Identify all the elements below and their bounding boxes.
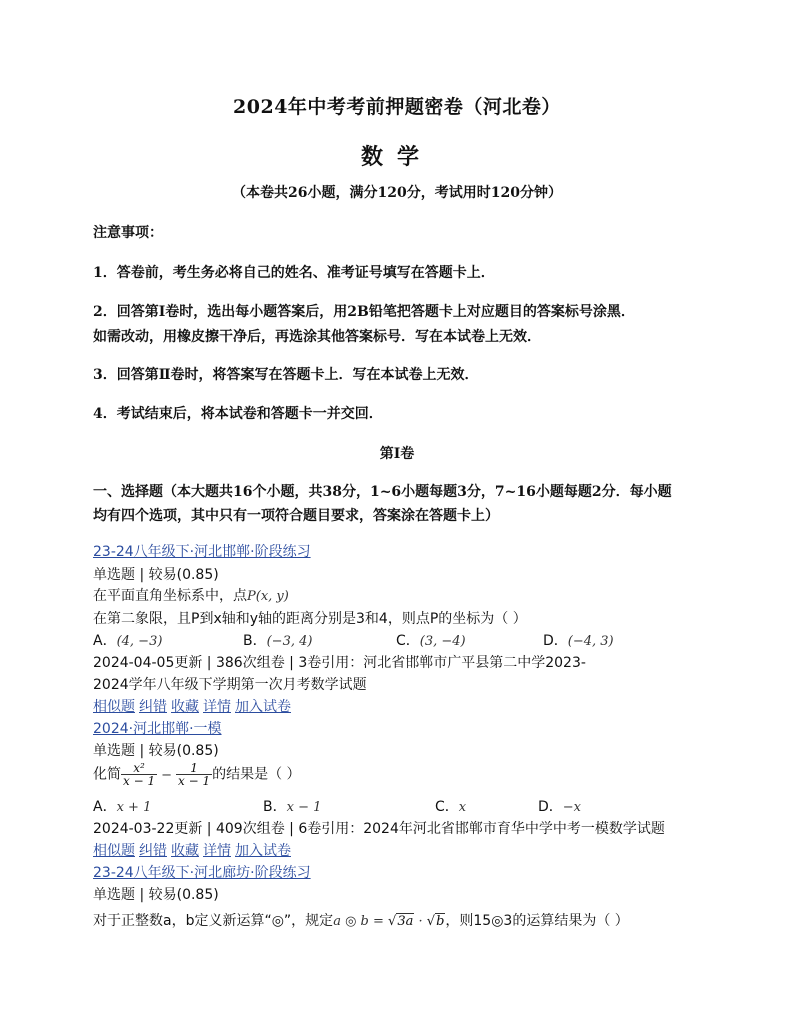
- sqrt-b-radicand: b: [436, 914, 445, 929]
- question-1-stem-line2: 在第二象限，且P到x轴和y轴的距离分别是3和4，则点P的坐标为（ ）: [93, 611, 527, 627]
- option-value: x + 1: [116, 800, 152, 815]
- option-value: (−4, 3): [567, 634, 614, 649]
- option-value: (4, −3): [116, 634, 163, 649]
- option-label: D．: [538, 799, 563, 815]
- question-3-stem-text: 对于正整数a，b定义新运算“◎”，规定: [93, 913, 334, 929]
- question-2-option-a: [93, 796, 151, 816]
- question-1-source-link[interactable]: 23-24八年级下·河北邯郸·阶段练习: [93, 544, 311, 560]
- question-3-source-link[interactable]: 23-24八年级下·河北廊坊·阶段练习: [93, 865, 311, 881]
- question-1-actions: [93, 696, 295, 716]
- option-value: (−3, 4): [266, 634, 313, 649]
- question-2-stem-suffix: 的结果是（ ）: [212, 766, 301, 783]
- notes-heading: 注意事项：: [93, 225, 163, 241]
- sqrt-b: √b: [426, 914, 445, 929]
- similar-link[interactable]: 相似题: [93, 699, 135, 715]
- sqrt-3a-radicand: 3a: [397, 914, 414, 929]
- report-error-link[interactable]: 纠错: [139, 699, 167, 715]
- option-label: C．: [396, 633, 420, 649]
- add-to-paper-link[interactable]: 加入试卷: [235, 843, 291, 859]
- similar-link[interactable]: 相似题: [93, 843, 135, 859]
- question-2-source-link[interactable]: 2024·河北邯郸·一模: [93, 721, 222, 737]
- part-title-line1: 一、选择题（本大题共16个小题，共38分，1~6小题每题3分，7~16小题每题2分．每小题: [93, 484, 672, 500]
- page-title: 2024年中考考前押题密卷（河北卷）: [233, 96, 561, 118]
- question-2-option-b: [263, 796, 321, 816]
- question-1-info-line1: 2024-04-05更新 | 386次组卷 | 3卷引用：河北省邯郸市广平县第二中学2023-: [93, 655, 586, 671]
- option-value: −x: [562, 800, 582, 815]
- favorite-link[interactable]: 收藏: [171, 699, 199, 715]
- note-item-2-cont: 如需改动，用橡皮擦干净后，再选涂其他答案标号．写在本试卷上无效．: [93, 329, 541, 345]
- question-3-source[interactable]: [93, 862, 311, 882]
- section-title: 第Ⅰ卷: [379, 446, 415, 462]
- option-label: B．: [263, 799, 287, 815]
- report-error-link[interactable]: 纠错: [139, 843, 167, 859]
- fraction-2: [176, 762, 212, 787]
- option-value: x − 1: [286, 800, 322, 815]
- question-1-point-math: P(x, y): [247, 589, 289, 604]
- question-3-stem-end: ，则15◎3的运算结果为（ ）: [445, 913, 629, 929]
- option-label: A．: [93, 799, 117, 815]
- details-link[interactable]: 详情: [203, 699, 231, 715]
- question-2-stem: [93, 762, 301, 787]
- fraction-1-numerator: x²: [121, 762, 157, 775]
- add-to-paper-link[interactable]: 加入试卷: [235, 699, 291, 715]
- note-item-3: 3．回答第Ⅱ卷时，将答案写在答题卡上．写在本试卷上无效．: [93, 367, 479, 383]
- option-label: D．: [543, 633, 568, 649]
- fraction-1-denominator: x − 1: [123, 774, 156, 788]
- question-3-type: 单选题 | 较易(0.85): [93, 887, 219, 903]
- fraction-1: [121, 762, 157, 787]
- question-1-option-d: [543, 630, 614, 650]
- question-2-info-line1: 2024-03-22更新 | 409次组卷 | 6卷引用：2024年河北省邯郸市育华中学中考一模数学试题: [93, 821, 665, 837]
- question-1-stem-text: 在平面直角坐标系中，点: [93, 588, 247, 604]
- question-1-stem-line1: [93, 585, 289, 605]
- minus-sign: −: [161, 767, 172, 783]
- details-link[interactable]: 详情: [203, 843, 231, 859]
- question-1-option-c: [396, 630, 466, 650]
- sqrt-3a: √3a: [388, 914, 414, 929]
- multiply-dot: ·: [414, 914, 427, 929]
- note-item-1: 1．答卷前，考生务必将自己的姓名、准考证号填写在答题卡上．: [93, 265, 495, 281]
- question-2-source[interactable]: [93, 718, 222, 738]
- question-2-stem-prefix: 化简: [93, 766, 121, 783]
- option-label: C．: [435, 799, 459, 815]
- option-value: x: [458, 800, 467, 815]
- question-2-option-d: [538, 796, 581, 816]
- option-value: (3, −4): [419, 634, 466, 649]
- question-1-source[interactable]: [93, 541, 311, 561]
- question-1-option-a: [93, 630, 162, 650]
- question-2-type: 单选题 | 较易(0.85): [93, 743, 219, 759]
- question-1-type: 单选题 | 较易(0.85): [93, 567, 219, 583]
- note-item-2: 2．回答第Ⅰ卷时，选出每小题答案后，用2B铅笔把答题卡上对应题目的答案标号涂黑．: [93, 304, 635, 320]
- operation-lhs: a ◎ b =: [333, 914, 389, 929]
- fraction-2-numerator: 1: [176, 762, 212, 775]
- option-label: B．: [243, 633, 267, 649]
- note-item-4: 4．考试结束后，将本试卷和答题卡一并交回．: [93, 406, 383, 422]
- question-1-option-b: [243, 630, 312, 650]
- option-label: A．: [93, 633, 117, 649]
- subject-title: 数学: [360, 144, 433, 170]
- part-title-line2: 均有四个选项，其中只有一项符合题目要求，答案涂在答题卡上）: [93, 508, 499, 524]
- favorite-link[interactable]: 收藏: [171, 843, 199, 859]
- question-3-stem: [93, 910, 629, 930]
- question-2-option-c: [435, 796, 466, 816]
- exam-meta: （本卷共26小题，满分120分，考试用时120分钟）: [232, 185, 562, 201]
- question-2-actions: [93, 840, 295, 860]
- question-1-info-line2: 2024学年八年级下学期第一次月考数学试题: [93, 677, 367, 693]
- fraction-2-denominator: x − 1: [178, 774, 211, 788]
